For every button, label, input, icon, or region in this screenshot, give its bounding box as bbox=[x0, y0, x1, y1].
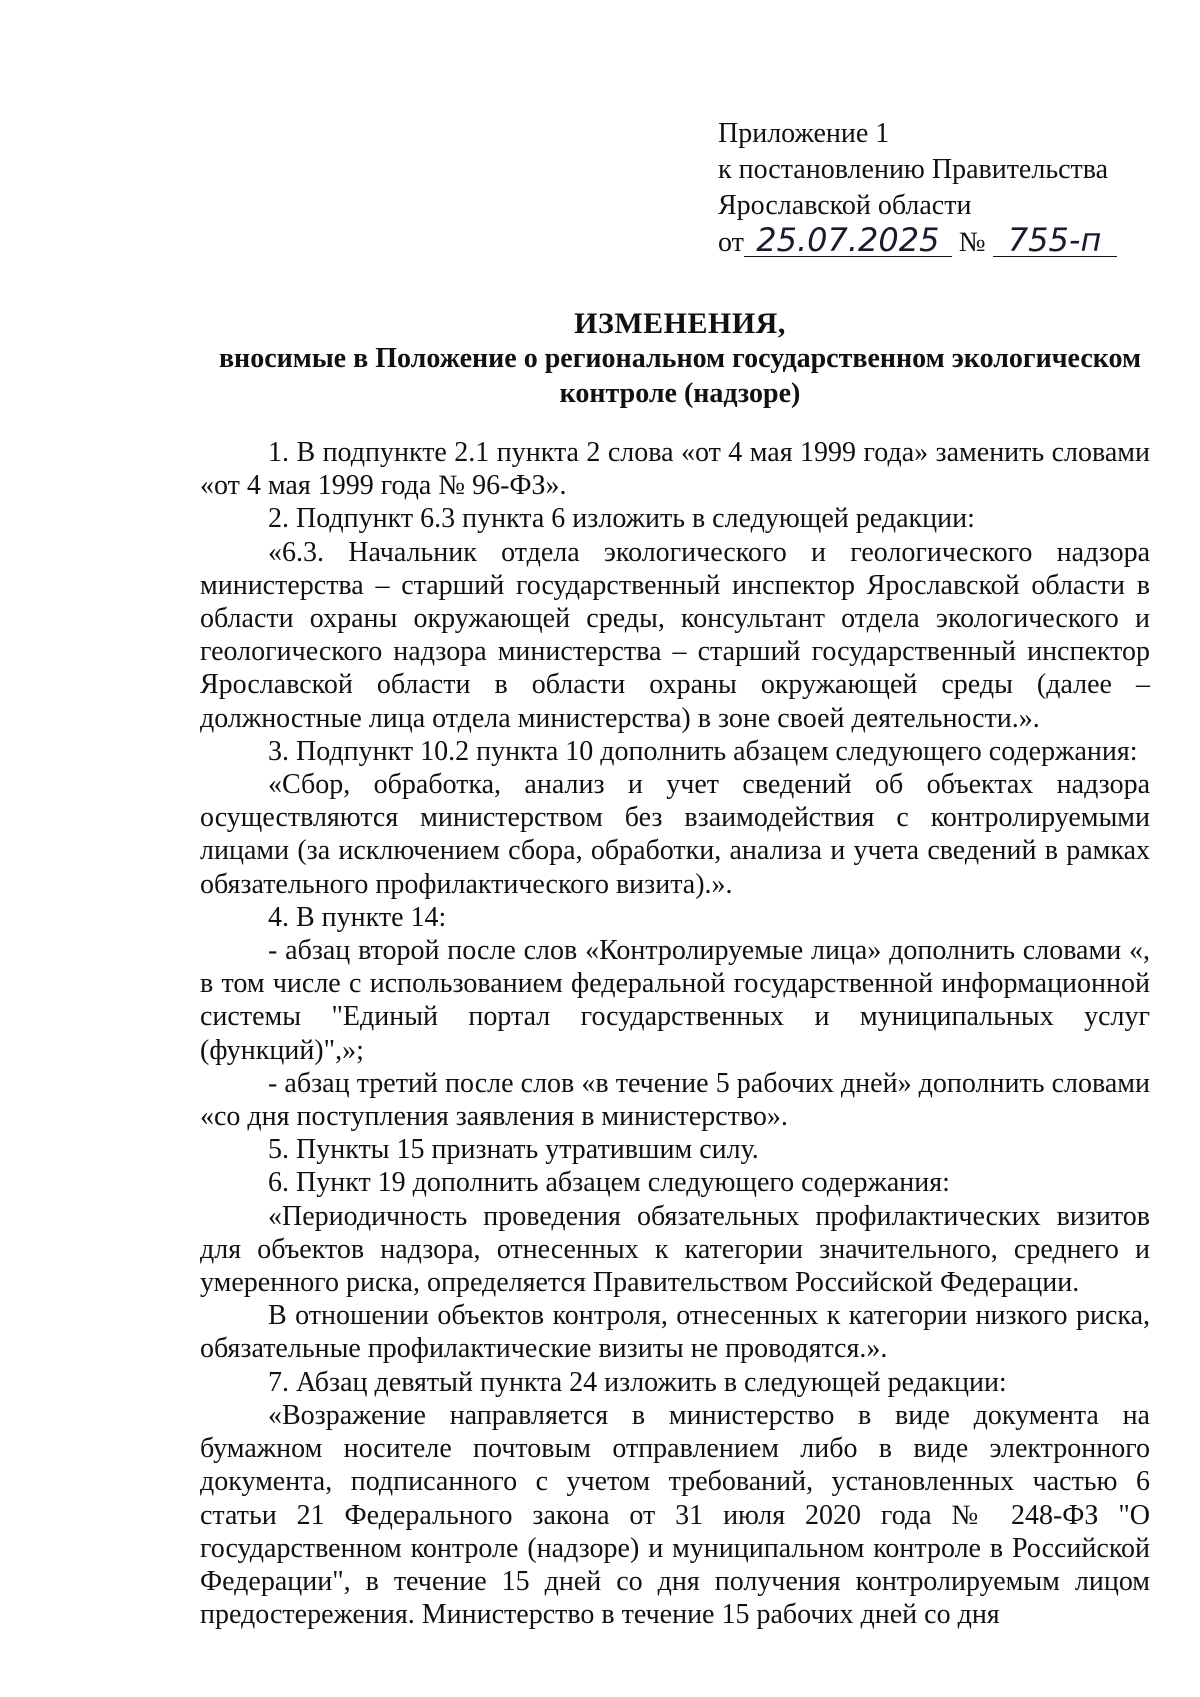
paragraph-3: «6.3. Начальник отдела экологического и геологического надзора министерства – старший государственный инспектор Ярославской области в области охраны окружающей среды, консультант отдела экологического и геологического надзора министерства – старший государственный инспектор Ярославской области в области охраны окружающей среды (далее – должностные лица отдела министерства) в зоне своей деятельности.». bbox=[200, 536, 1150, 734]
title-main: ИЗМЕНЕНИЯ, bbox=[574, 307, 786, 340]
paragraph-4: 3. Подпункт 10.2 пункта 10 дополнить абзацем следующего содержания: bbox=[268, 735, 1138, 767]
paragraph-14: «Возражение направляется в министерство в виде документа на бумажном носителе почтовым отправлением либо в виде электронного документа, подписанного с учетом требований, установленных частью 6 статьи 21 Федерального закона от 31 июля 2020 года № 248-ФЗ "О государственном контроле (надзоре) и муниципальном контроле в Российской Федерации", в течение 15 дней со дня получения контролируемым лицом предостережения. Министерство в течение 15 рабочих дней со дня bbox=[200, 1399, 1150, 1631]
paragraph-5: «Сбор, обработка, анализ и учет сведений об объектах надзора осуществляются министерством без взаимодействия с контролируемыми лицами (за исключением сбора, обработки, анализа и учета сведений в рамках обязательного профилактического визита).». bbox=[200, 769, 1150, 900]
paragraph-7: - абзац второй после слов «Контролируемые лица» дополнить словами «, в том числе с использованием федеральной государственной информационной системы "Единый портал государственных и муниципальных услуг (функций)",»; bbox=[200, 935, 1150, 1066]
handwritten-date: 25.07.2025 bbox=[744, 224, 952, 257]
appendix-line-1: Приложение 1 bbox=[718, 118, 890, 149]
paragraph-12: В отношении объектов контроля, отнесенных к категории низкого риска, обязательные профилактические визиты не проводятся.». bbox=[200, 1300, 1150, 1365]
appendix-reference-line bbox=[718, 221, 1158, 261]
paragraph-1: 1. В подпункте 2.1 пункта 2 слова «от 4 мая 1999 года» заменить словами «от 4 мая 1999 года № 96-ФЗ». bbox=[200, 437, 1150, 502]
paragraph-8: - абзац третий после слов «в течение 5 рабочих дней» дополнить словами «со дня поступления заявления в министерство». bbox=[200, 1067, 1150, 1133]
number-prefix: № bbox=[958, 227, 986, 258]
title-subtitle: вносимые в Положение о региональном государственном экологическом контроле (надзоре) bbox=[218, 343, 1142, 409]
paragraph-9: 5. Пункты 15 признать утратившим силу. bbox=[268, 1134, 759, 1166]
handwritten-number: 755-п bbox=[993, 224, 1117, 257]
date-prefix: от bbox=[718, 227, 744, 258]
appendix-line-3: Ярославской области bbox=[718, 190, 972, 221]
appendix-line-2: к постановлению Правительства bbox=[718, 154, 1109, 185]
paragraph-6: 4. В пункте 14: bbox=[268, 901, 447, 933]
document-title bbox=[200, 306, 1160, 411]
paragraph-11: «Периодичность проведения обязательных профилактических визитов для объектов надзора, отнесенных к категории значительного, среднего и умеренного риска, определяется Правительством Российской Федерации. bbox=[200, 1200, 1150, 1299]
paragraph-13: 7. Абзац девятый пункта 24 изложить в следующей редакции: bbox=[268, 1366, 1007, 1398]
appendix-header bbox=[718, 116, 1158, 261]
document-body bbox=[200, 436, 1150, 1631]
paragraph-10: 6. Пункт 19 дополнить абзацем следующего содержания: bbox=[268, 1167, 950, 1199]
paragraph-2: 2. Подпункт 6.3 пункта 6 изложить в следующей редакции: bbox=[268, 503, 975, 535]
